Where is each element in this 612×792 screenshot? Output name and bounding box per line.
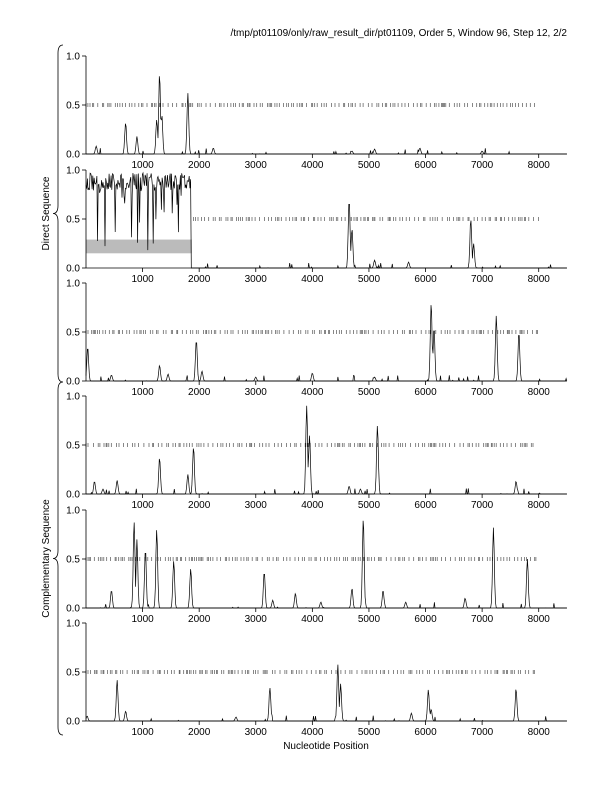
signal-trace <box>86 173 567 268</box>
x-tick-label: 6000 <box>414 500 437 511</box>
x-tick-label: 5000 <box>357 160 381 171</box>
x-tick-label: 1000 <box>131 727 154 738</box>
x-tick-label: 3000 <box>244 160 267 171</box>
y-tick-label: 0.0 <box>66 376 80 388</box>
x-tick-label: 6000 <box>414 274 437 285</box>
y-tick-label: 1.0 <box>66 51 80 63</box>
y-tick-label: 1.0 <box>66 618 80 630</box>
y-tick-label: 0.0 <box>66 489 80 501</box>
x-tick-label: 2000 <box>188 727 211 738</box>
x-tick-label: 2000 <box>188 500 211 511</box>
x-tick-label: 2000 <box>188 387 211 398</box>
x-tick-label: 3000 <box>244 614 267 625</box>
y-tick-label: 0.5 <box>66 554 80 566</box>
y-tick-label: 1.0 <box>66 391 80 403</box>
stop-ticks <box>194 217 539 221</box>
x-tick-label: 8000 <box>527 387 550 398</box>
x-tick-label: 6000 <box>414 614 437 625</box>
x-tick-label: 7000 <box>470 274 494 285</box>
x-tick-label: 1000 <box>131 500 154 511</box>
y-tick-label: 1.0 <box>66 165 80 177</box>
x-tick-label: 1000 <box>131 274 154 285</box>
x-tick-label: 3000 <box>244 274 267 285</box>
x-tick-label: 4000 <box>301 614 324 625</box>
x-tick-label: 4000 <box>301 387 324 398</box>
y-tick-label: 0.0 <box>66 149 80 161</box>
panel-5 <box>66 506 567 626</box>
highlight-band <box>86 240 192 254</box>
x-tick-label: 5000 <box>357 274 381 285</box>
x-tick-label: 1000 <box>131 614 154 625</box>
y-tick-label: 0.5 <box>66 214 80 226</box>
x-tick-label: 7000 <box>470 387 494 398</box>
signal-trace <box>86 521 567 608</box>
x-tick-label: 4000 <box>301 160 324 171</box>
signal-trace <box>86 406 567 494</box>
stop-ticks <box>86 103 535 107</box>
x-tick-label: 3000 <box>244 387 267 398</box>
group-label: Direct Sequence <box>41 176 52 251</box>
stop-ticks <box>86 330 537 334</box>
x-tick-label: 2000 <box>188 614 211 625</box>
stop-ticks <box>86 443 533 447</box>
x-tick-label: 4000 <box>301 274 324 285</box>
x-tick-label: 7000 <box>470 727 494 738</box>
y-tick-label: 0.0 <box>66 603 80 615</box>
figure-header: /tmp/pt01109/only/raw_result_dir/pt01109, Order 5, Window 96, Step 12, 2/2 <box>230 28 567 39</box>
x-tick-label: 8000 <box>527 274 550 285</box>
y-tick-label: 0.5 <box>66 667 80 679</box>
x-tick-label: 2000 <box>188 274 211 285</box>
y-tick-label: 0.5 <box>66 440 80 452</box>
y-tick-label: 1.0 <box>66 505 80 517</box>
x-axis-title: Nucleotide Position <box>283 741 369 752</box>
x-tick-label: 5000 <box>357 727 381 738</box>
x-tick-label: 7000 <box>470 614 494 625</box>
stop-ticks <box>86 670 534 674</box>
x-tick-label: 5000 <box>357 500 381 511</box>
y-tick-label: 1.0 <box>66 278 80 290</box>
x-tick-label: 6000 <box>414 727 437 738</box>
y-tick-label: 0.5 <box>66 327 80 339</box>
x-tick-label: 6000 <box>414 160 437 171</box>
y-tick-label: 0.5 <box>66 100 80 112</box>
x-tick-label: 5000 <box>357 387 381 398</box>
panel-1 <box>66 52 567 172</box>
group-brackets <box>41 45 63 735</box>
panel-6 <box>66 619 567 739</box>
signal-trace <box>86 76 567 154</box>
x-tick-label: 3000 <box>244 727 267 738</box>
panel-3 <box>66 279 567 399</box>
x-tick-label: 8000 <box>527 727 550 738</box>
x-tick-label: 3000 <box>244 500 267 511</box>
y-tick-label: 0.0 <box>66 263 80 275</box>
x-tick-label: 5000 <box>357 614 381 625</box>
panels <box>66 52 567 739</box>
group-brace <box>53 382 63 735</box>
group-label: Complementary Sequence <box>41 499 52 618</box>
panel-4 <box>66 392 567 512</box>
y-tick-label: 0.0 <box>66 716 80 728</box>
x-tick-label: 7000 <box>470 160 494 171</box>
panel-2 <box>66 166 567 286</box>
x-tick-label: 8000 <box>527 500 550 511</box>
x-tick-label: 1000 <box>131 387 154 398</box>
x-tick-label: 8000 <box>527 160 550 171</box>
x-tick-label: 1000 <box>131 160 154 171</box>
stop-ticks <box>86 557 536 561</box>
x-tick-label: 4000 <box>301 500 324 511</box>
x-tick-label: 7000 <box>470 500 494 511</box>
x-tick-label: 8000 <box>527 614 550 625</box>
x-tick-label: 6000 <box>414 387 437 398</box>
x-tick-label: 2000 <box>188 160 211 171</box>
signal-trace <box>86 305 567 381</box>
group-brace <box>53 45 63 382</box>
x-tick-label: 4000 <box>301 727 324 738</box>
